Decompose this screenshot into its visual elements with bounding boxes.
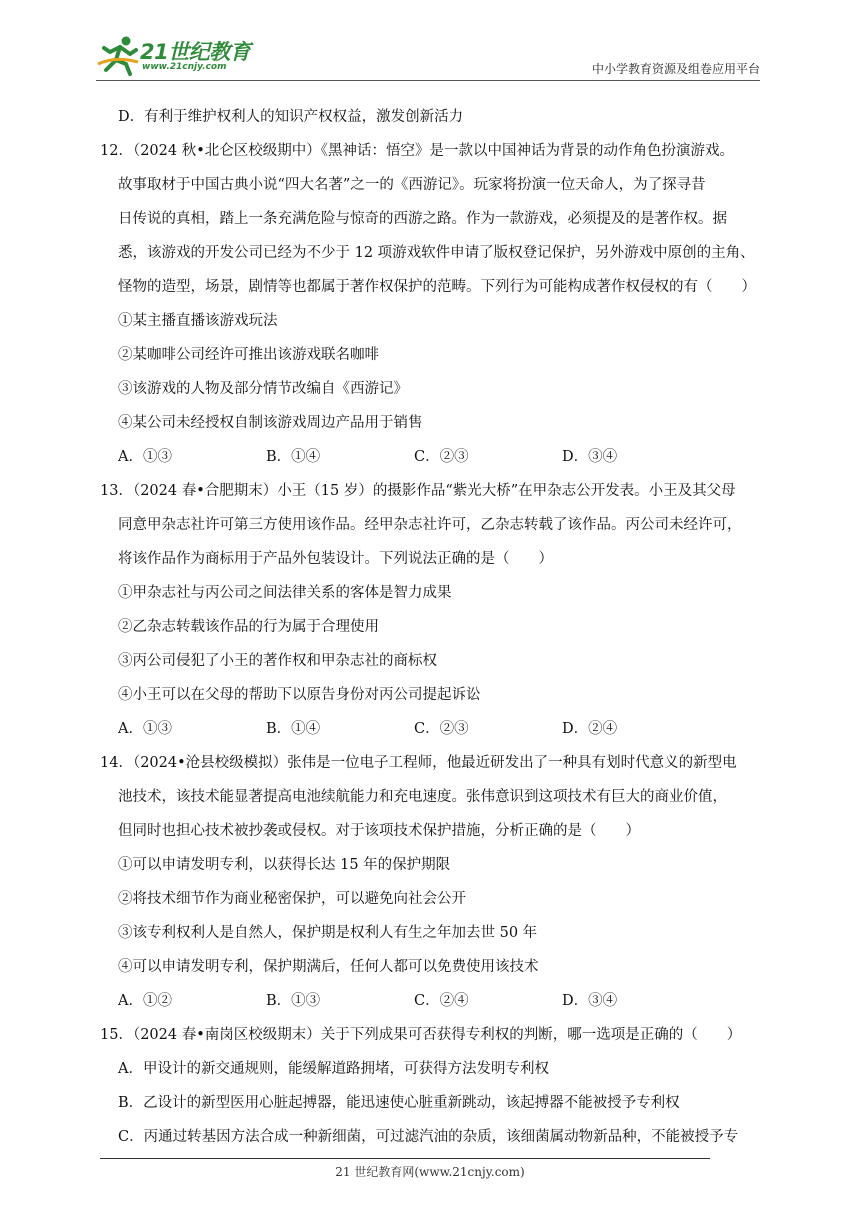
question-stem-line: 但同时也担心技术被抄袭或侵权。对于该项技术保护措施，分析正确的是（ ）	[118, 823, 640, 839]
long-option-b: B．乙设计的新型医用心脏起搏器，能迅速使心脏重新跳动，该起搏器不能被授予专利权	[118, 1095, 680, 1111]
question-stem-line: 13．（2024 春•合肥期末）小王（15 岁）的摄影作品“紫光大桥”在甲杂志公开发表。小王及其父母	[100, 483, 736, 499]
question-stem-line: 14．（2024•沧县校级模拟）张伟是一位电子工程师，他最近研发出了一种具有划时代意义的新型电	[100, 755, 737, 771]
question-12	[100, 134, 764, 474]
platform-title: 中小学教育资源及组卷应用平台	[591, 62, 760, 76]
option-d: D．③④	[562, 449, 618, 465]
option-c: C．②③	[414, 449, 469, 465]
statement-item: ②将技术细节作为商业秘密保护，可以避免向社会公开	[118, 891, 466, 907]
page-footer: 21 世纪教育网(www.21cnjy.com)	[335, 1165, 525, 1179]
option-a: A．①②	[118, 993, 172, 1009]
option-d: D．②④	[562, 721, 618, 737]
prev-option-d: D．有利于维护权利人的知识产权权益，激发创新活力	[118, 109, 464, 125]
option-a: A．①③	[118, 449, 172, 465]
site-logo	[96, 34, 256, 76]
question-stem-line: 同意甲杂志社许可第三方使用该作品。经甲杂志社许可，乙杂志转载了该作品。丙公司未经许可，	[118, 517, 742, 533]
answer-options	[100, 984, 764, 1018]
long-option-c: C．丙通过转基因方法合成一种新细菌，可过滤汽油的杂质，该细菌属动物新品种，不能被授予专	[118, 1129, 739, 1145]
statement-item: ②乙杂志转载该作品的行为属于合理使用	[118, 619, 379, 635]
page-header	[96, 30, 760, 80]
question-stem-line: 将该作品作为商标用于产品外包装设计。下列说法正确的是（ ）	[118, 551, 553, 567]
question-13	[100, 474, 764, 746]
statement-item: ③丙公司侵犯了小王的著作权和甲杂志社的商标权	[118, 653, 437, 669]
question-15	[100, 1018, 764, 1154]
statement-item: ①某主播直播该游戏玩法	[118, 313, 278, 329]
question-stem-line: 15．（2024 春•南岗区校级期末）关于下列成果可否获得专利权的判断，哪一选项是正确的（ ）	[100, 1027, 742, 1043]
statement-item: ①甲杂志社与丙公司之间法律关系的客体是智力成果	[118, 585, 452, 601]
question-stem-line: 怪物的造型，场景，剧情等也都属于著作权保护的范畴。下列行为可能构成著作权侵权的有（ ）	[118, 279, 756, 295]
option-b: B．①③	[266, 993, 321, 1009]
logo-text: 21世纪教育	[140, 40, 251, 64]
statement-item: ④某公司未经授权自制该游戏周边产品用于销售	[118, 415, 423, 431]
option-c: C．②③	[414, 721, 469, 737]
option-d: D．③④	[562, 993, 618, 1009]
statement-item: ③该游戏的人物及部分情节改编自《西游记》	[118, 381, 408, 397]
statement-item: ③该专利权利人是自然人，保护期是权利人有生之年加去世 50 年	[118, 925, 538, 941]
option-a: A．①③	[118, 721, 172, 737]
footer-divider	[100, 1158, 710, 1159]
question-stem-line: 12．（2024 秋•北仑区校级期中）《黑神话：悟空》是一款以中国神话为背景的动作角色扮演游戏。	[100, 143, 735, 159]
question-stem-line: 日传说的真相，踏上一条充满危险与惊奇的西游之路。作为一款游戏，必须提及的是著作权。据	[118, 211, 727, 227]
question-stem-line: 池技术，该技术能显著提高电池续航能力和充电速度。张伟意识到这项技术有巨大的商业价值，	[118, 789, 727, 805]
runner-logo-icon	[96, 34, 140, 76]
logo-url: www.21cnjy.com	[142, 62, 227, 72]
answer-options	[100, 712, 764, 746]
header-divider	[96, 80, 760, 81]
document-body	[100, 100, 764, 1154]
question-14	[100, 746, 764, 1018]
answer-options	[100, 440, 764, 474]
statement-item: ④小王可以在父母的帮助下以原告身份对丙公司提起诉讼	[118, 687, 481, 703]
question-stem-line: 悉，该游戏的开发公司已经为不少于 12 项游戏软件申请了版权登记保护，另外游戏中原创的主角、	[118, 245, 755, 261]
long-option-a: A．甲设计的新交通规则，能缓解道路拥堵，可获得方法发明专利权	[118, 1061, 549, 1077]
option-c: C．②④	[414, 993, 469, 1009]
question-stem-line: 故事取材于中国古典小说“四大名著”之一的《西游记》。玩家将扮演一位天命人，为了探寻昔	[118, 177, 706, 193]
statement-item: ②某咖啡公司经许可推出该游戏联名咖啡	[118, 347, 379, 363]
option-b: B．①④	[266, 449, 321, 465]
statement-item: ①可以申请发明专利，以获得长达 15 年的保护期限	[118, 857, 451, 873]
statement-item: ④可以申请发明专利，保护期满后，任何人都可以免费使用该技术	[118, 959, 539, 975]
option-b: B．①④	[266, 721, 321, 737]
